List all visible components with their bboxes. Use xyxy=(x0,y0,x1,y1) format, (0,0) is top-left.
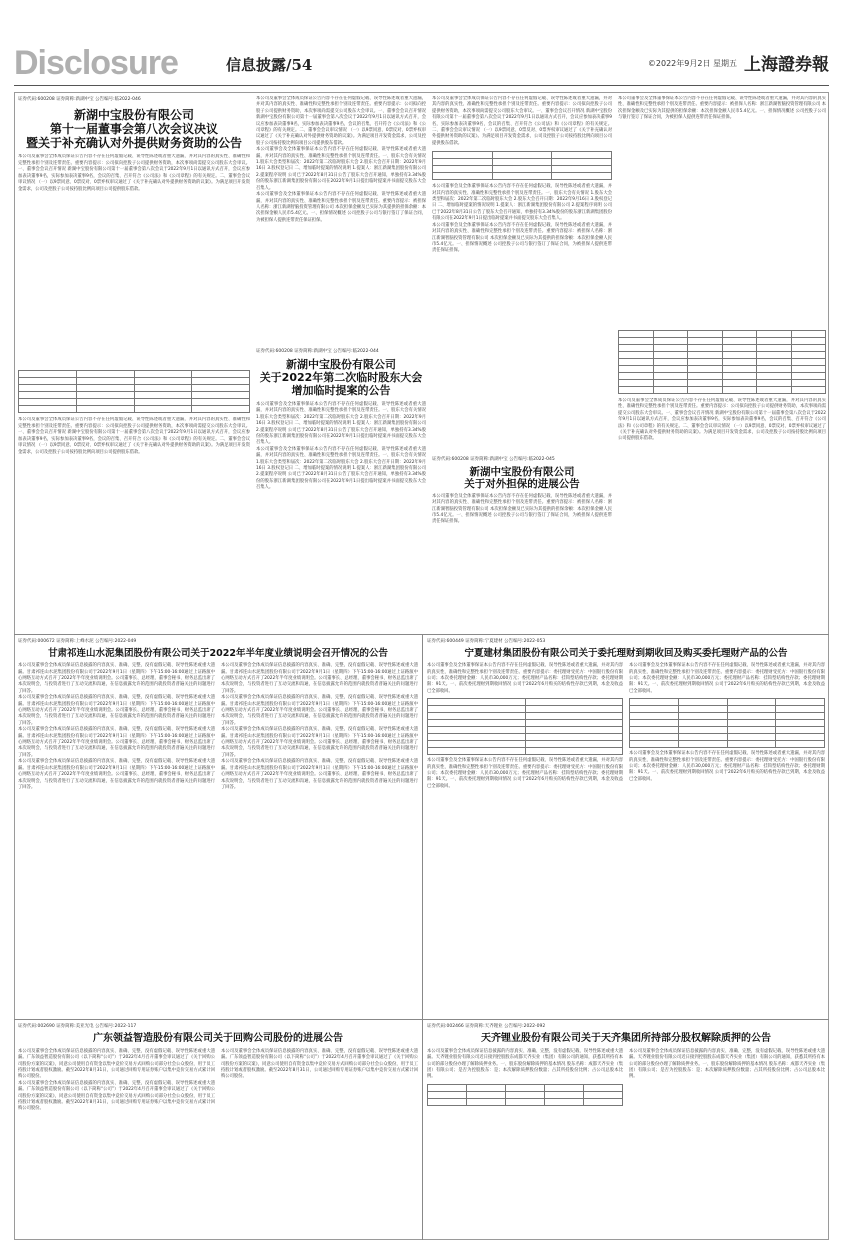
ann-body-col1b: 本公司及董事会全体成员保证信息披露的内容真实、准确、完整，没有虚假记载、误导性陈述或重大遗漏。广东领益智造股份有限公司（以下简称“公司”）于2022年4月召开董事会审议通过了《关于回购公司股份方案的议案》，同意公司使用自有资金以集中竞价交易方式回购公司部分社会公众股份，用于员工持股计划或者股权激励。截至2022年8月31日，公司通过回购专用证券账户以集中竞价交易方式累计回购公司股份。 xyxy=(18,1080,215,1112)
ann-body: 本公司及董事会全体成员保证公告内容不存在任何虚假记载、误导性陈述或者重大遗漏，并对其内容的真实性、准确性和完整性承担个别及连带责任。重要内容提示：公司拟向控股子公司提供财务资助，本次事项尚需提交公司股东大会审议。一、董事会会议召开情况 新湖中宝股份有限公司第十一届董事会第八次会议于2022年9月1日以通讯方式召开，会议应参加表决董事9名，实际参加表决董事9名，会议的召集、召开符合《公司法》和《公司章程》的有关规定。二、董事会会议审议情况 （一）以9票同意、0票反对、0票弃权审议通过了《关于补充确认对外提供财务资助的议案》。为满足项目开发资金需求，公司及控股子公司按持股比例向项目公司提供股东借款。 xyxy=(18,154,250,192)
ann-body-col2: 本公司董事会及全体董事保证本公告内容不存在任何虚假记载、误导性陈述或者重大遗漏，并对其内容的真实性、准确性和完整性承担个别及连带责任。重要内容提示：委托理财受托方：中国银行股份有限公司；本次委托理财金额：人民币30,000万元；委托理财产品名称：挂钩型结构性存款；委托理财期限：91天。一、前次委托理财到期收回情况 公司于2022年6月购买的结构性存款已到期，本金及收益已全部收回。 xyxy=(629,663,825,694)
ann-body-col2b: 本公司董事会及全体董事保证本公告内容不存在任何虚假记载、误导性陈述或者重大遗漏，并对其内容的真实性、准确性和完整性承担个别及连带责任。重要内容提示：委托理财受托方：中国银行股份有限公司；本次委托理财金额：人民币30,000万元；委托理财产品名称：挂钩型结构性存款；委托理财期限：91天。一、前次委托理财到期收回情况 公司于2022年6月购买的结构性存款已到期，本金及收益已全部收回。 xyxy=(629,751,825,782)
ann-body-cont: 本公司董事会及全体董事保证本公告内容不存在任何虚假记载、误导性陈述或者重大遗漏，并对其内容的真实性、准确性和完整性承担个别及连带责任。一、股东大会有关情况 1.股东大会类型和届次：2022年第二次临时股东大会 2.股东大会召开日期：2022年9月16日 3.股权登记日 二、增加临时提案的情况说明 1.提案人：浙江新湖集团股份有限公司 2.提案程序说明 公司已于2022年8月31日公告了股东大会召开通知，单独持有3.34%股份的股东浙江新湖集团股份有限公司在2022年9月1日提出临时提案并书面提交股东大会召集人。 xyxy=(256,446,426,491)
announcement-temporary-proposal xyxy=(256,348,426,631)
ann-title-line3: 暨关于补充确认对外提供财务资助的公告 xyxy=(25,136,242,151)
history-table xyxy=(629,698,825,748)
ann-title-line1: 新湖中宝股份有限公司 xyxy=(286,358,396,371)
newspaper-name: 上海證券報 xyxy=(744,55,829,75)
ann-body-col1: 本公司及董事会全体成员保证信息披露的内容真实、准确、完整，没有虚假记载、误导性陈述或重大遗漏。广东领益智造股份有限公司（以下简称“公司”）于2022年4月召开董事会审议通过了《关于回购公司股份方案的议案》，同意公司使用自有资金以集中竞价交易方式回购公司部分社会公众股份，用于员工持股计划或者股权激励。截至2022年8月31日，公司通过回购专用证券账户以集中竞价交易方式累计回购公司股份。 xyxy=(18,1048,215,1080)
header-rule xyxy=(14,85,829,86)
ann-title-line1: 新湖中宝股份有限公司 xyxy=(469,466,575,478)
ann-title: 甘肃祁连山水泥集团股份有限公司关于2022年半年度业绩说明会召开情况的公告 xyxy=(48,648,388,659)
continuation-text-3: 本公司董事会及全体董事保证本公告内容不存在任何虚假记载、误导性陈述或者重大遗漏，并对其内容的真实性、准确性和完整性承担个别及连带责任。重要内容提示：被担保人名称：浙江新湖智脑投资管理有限公司 本次担保金额及已实际为其提供的担保余额：本次担保金额人民币5.4亿元。一、担保情况概述 公司控股子公司与银行签订了保证合同，为被担保人提供连带责任保证担保。 xyxy=(256,192,426,223)
ann-body-col1c: 本公司及董事会全体成员保证信息披露的内容真实、准确、完整，没有虚假记载、误导性陈述或重大遗漏。甘肃祁连山水泥集团股份有限公司于2022年9月1日（星期四）下午15:00-16:00通过上证路演中心网络互动方式召开了2022年半年度业绩说明会。公司董事长、总经理、董事会秘书、财务总监出席了本次说明会，与投资者进行了互动交流和沟通，在信息披露允许的范围内就投资者普遍关注的问题进行了回答。 xyxy=(18,727,215,758)
ann-body-col1d: 本公司及董事会全体成员保证信息披露的内容真实、准确、完整，没有虚假记载、误导性陈述或重大遗漏。甘肃祁连山水泥集团股份有限公司于2022年9月1日（星期四）下午15:00-16:00通过上证路演中心网络互动方式召开了2022年半年度业绩说明会。公司董事长、总经理、董事会秘书、财务总监出席了本次说明会，与投资者进行了互动交流和沟通，在信息披露允许的范围内就投资者普遍关注的问题进行了回答。 xyxy=(18,759,215,790)
ann-body-col1: 本公司及董事会全体成员保证信息披露的内容真实、准确、完整，没有虚假记载、误导性陈述或重大遗漏。甘肃祁连山水泥集团股份有限公司于2022年9月1日（星期四）下午15:00-16:00通过上证路演中心网络互动方式召开了2022年半年度业绩说明会。公司董事长、总经理、董事会秘书、财务总监出席了本次说明会，与投资者进行了互动交流和沟通，在信息披露允许的范围内就投资者普遍关注的问题进行了回答。 xyxy=(18,663,215,694)
ann-body: 本公司董事会及全体董事保证本公告内容不存在任何虚假记载、误导性陈述或者重大遗漏，并对其内容的真实性、准确性和完整性承担个别及连带责任。重要内容提示：被担保人名称：浙江新湖智脑投资管理有限公司 本次担保金额及已实际为其提供的担保余额：本次担保金额人民币5.4亿元。一、担保情况概述 公司控股子公司与银行签订了保证合同，为被担保人提供连带责任保证担保。 xyxy=(432,493,612,525)
ann-body-col2c: 本公司及董事会全体成员保证信息披露的内容真实、准确、完整，没有虚假记载、误导性陈述或重大遗漏。甘肃祁连山水泥集团股份有限公司于2022年9月1日（星期四）下午15:00-16:00通过上证路演中心网络互动方式召开了2022年半年度业绩说明会。公司董事长、总经理、董事会秘书、财务总监出席了本次说明会，与投资者进行了互动交流和沟通，在信息披露允许的范围内就投资者普遍关注的问题进行了回答。 xyxy=(221,727,418,758)
ann-code-line: 证券代码:000672 证券简称:上峰水泥 公告编号:2022-049 xyxy=(18,639,137,644)
disclosure-logo: Disclosure xyxy=(14,44,178,82)
announcement-ningxia-wealth-management xyxy=(427,638,825,1016)
ann-code-line: 证券代码:600208 证券简称:新湖中宝 公告编号:临2022-044 xyxy=(256,349,379,354)
masthead xyxy=(14,44,829,84)
financial-table xyxy=(618,330,826,394)
continuation-text: 本公司及董事会全体成员保证公告内容不存在任何虚假记载、误导性陈述或者重大遗漏，并对其内容的真实性、准确性和完整性承担个别及连带责任。重要内容提示：公司拟向控股子公司提供财务资助，本次事项尚需提交公司股东大会审议。一、董事会会议召开情况 新湖中宝股份有限公司第十一届董事会第八次会议于2022年9月1日以通讯方式召开，会议应参加表决董事9名，实际参加表决董事9名，会议的召集、召开符合《公司法》和《公司章程》的有关规定。二、董事会会议审议情况 （一）以9票同意、0票反对、0票弃权审议通过了《关于补充确认对外提供财务资助的议案》。为满足项目开发资金需求，公司及控股子公司按持股比例向项目公司提供股东借款。 xyxy=(256,96,426,146)
col-divider xyxy=(422,634,423,1240)
announcement-guarantee-progress xyxy=(432,456,612,631)
ann-title-line2: 关于2022年第二次临时股东大会 xyxy=(259,370,423,384)
ann-body-col2: 本公司及董事会全体成员保证信息披露的内容真实、准确、完整，没有虚假记载、误导性陈述或重大遗漏。天齐锂业股份有限公司近日接到控股股东成都天齐实业（集团）有限公司的通知，获悉其所持有本公司的部分股份办理了解除质押业务。一、股东股份解除质押的基本情况 股东名称：成都天齐实业（集团）有限公司；是否为控股股东：是；本次解除质押股份数量；占其所持股份比例；占公司总股本比例。 xyxy=(629,1048,825,1080)
announcement-lingyi-buyback xyxy=(18,1023,418,1237)
announcement-continuation-col4 xyxy=(618,96,826,631)
ann-body-col2b: 本公司及董事会全体成员保证信息披露的内容真实、准确、完整，没有虚假记载、误导性陈述或重大遗漏。甘肃祁连山水泥集团股份有限公司于2022年9月1日（星期四）下午15:00-16:00通过上证路演中心网络互动方式召开了2022年半年度业绩说明会。公司董事长、总经理、董事会秘书、财务总监出席了本次说明会，与投资者进行了互动交流和沟通，在信息披露允许的范围内就投资者普遍关注的问题进行了回答。 xyxy=(221,695,418,726)
announcement-board-resolution xyxy=(18,96,250,631)
continuation-text-2: 本公司董事会及全体董事保证本公告内容不存在任何虚假记载、误导性陈述或者重大遗漏，并对其内容的真实性、准确性和完整性承担个别及连带责任。一、股东大会有关情况 1.股东大会类型和届次：2022年第二次临时股东大会 2.股东大会召开日期：2022年9月16日 3.股权登记日 二、增加临时提案的情况说明 1.提案人：浙江新湖集团股份有限公司 2.提案程序说明 公司已于2022年8月31日公告了股东大会召开通知，单独持有3.34%股份的股东浙江新湖集团股份有限公司在2022年9月1日提出临时提案并书面提交股东大会召集人。 xyxy=(432,184,612,222)
issue-date: ©2022年9月2日 星期五 xyxy=(647,59,737,68)
ann-title: 宁夏建材集团股份有限公司关于委托理财到期收回及购买委托理财产品的公告 xyxy=(464,648,788,659)
ann-title: 广东领益智造股份有限公司关于回购公司股份的进展公告 xyxy=(93,1033,343,1044)
continuation-text: 本公司及董事会全体成员保证公告内容不存在任何虚假记载、误导性陈述或者重大遗漏，并对其内容的真实性、准确性和完整性承担个别及连带责任。重要内容提示：公司拟向控股子公司提供财务资助，本次事项尚需提交公司股东大会审议。一、董事会会议召开情况 新湖中宝股份有限公司第十一届董事会第八次会议于2022年9月1日以通讯方式召开，会议应参加表决董事9名，实际参加表决董事9名，会议的召集、召开符合《公司法》和《公司章程》的有关规定。二、董事会会议审议情况 （一）以9票同意、0票反对、0票弃权审议通过了《关于补充确认对外提供财务资助的议案》。为满足项目开发资金需求，公司及控股子公司按持股比例向项目公司提供股东借款。 xyxy=(432,96,612,146)
ann-code-line: 证券代码:600208 证券简称:新湖中宝 公告编号:临2022-046 xyxy=(18,97,141,102)
ann-code-line: 证券代码:600208 证券简称:新湖中宝 公告编号:临2022-045 xyxy=(432,457,555,462)
ann-body-col2: 本公司及董事会全体成员保证信息披露的内容真实、准确、完整，没有虚假记载、误导性陈述或重大遗漏。甘肃祁连山水泥集团股份有限公司于2022年9月1日（星期四）下午15:00-16:00通过上证路演中心网络互动方式召开了2022年半年度业绩说明会。公司董事长、总经理、董事会秘书、财务总监出席了本次说明会，与投资者进行了互动交流和沟通，在信息披露允许的范围内就投资者普遍关注的问题进行了回答。 xyxy=(221,663,418,694)
ann-title: 天齐锂业股份有限公司关于天齐集团所持部分股权解除质押的公告 xyxy=(481,1033,771,1044)
announcement-continuation-col2 xyxy=(256,96,426,336)
ann-title-line2: 关于对外担保的进展公告 xyxy=(464,478,580,491)
ann-table xyxy=(18,370,250,413)
ann-body-col1b: 本公司董事会及全体董事保证本公告内容不存在任何虚假记载、误导性陈述或者重大遗漏，并对其内容的真实性、准确性和完整性承担个别及连带责任。重要内容提示：委托理财受托方：中国银行股份有限公司；本次委托理财金额：人民币30,000万元；委托理财产品名称：挂钩型结构性存款；委托理财期限：91天。一、前次委托理财到期收回情况 公司于2022年6月购买的结构性存款已到期，本金及收益已全部收回。 xyxy=(427,758,623,789)
announcement-continuation-col3 xyxy=(432,96,612,451)
ann-code-line: 证券代码:002690 证券简称:美亚光电 公告编号:2022-117 xyxy=(18,1024,137,1029)
continuation-text-2: 本公司及董事会全体成员保证公告内容不存在任何虚假记载、误导性陈述或者重大遗漏，并对其内容的真实性、准确性和完整性承担个别及连带责任。重要内容提示：公司拟向控股子公司提供财务资助，本次事项尚需提交公司股东大会审议。一、董事会会议召开情况 新湖中宝股份有限公司第十一届董事会第八次会议于2022年9月1日以通讯方式召开，会议应参加表决董事9名，实际参加表决董事9名，会议的召集、召开符合《公司法》和《公司章程》的有关规定。二、董事会会议审议情况 （一）以9票同意、0票反对、0票弃权审议通过了《关于补充确认对外提供财务资助的议案》。为满足项目开发资金需求，公司及控股子公司按持股比例向项目公司提供股东借款。 xyxy=(618,398,826,442)
announcement-qilianshan-earnings-call xyxy=(18,638,418,1016)
pledge-table xyxy=(427,1084,623,1106)
ann-title-line1: 新湖中宝股份有限公司 xyxy=(73,108,194,122)
ann-code-line: 证券代码:600449 证券简称:宁夏建材 公告编号:2022-053 xyxy=(427,639,546,644)
section-title: 信息披露/54 xyxy=(226,56,313,74)
ann-code-line: 证券代码:002466 证券简称:天齐锂业 公告编号:2022-092 xyxy=(427,1024,546,1029)
ann-title-line3: 增加临时提案的公告 xyxy=(291,383,391,397)
ann-title-line2: 第十一届董事会第八次会议决议 xyxy=(49,122,218,137)
ann-body-col2: 本公司及董事会全体成员保证信息披露的内容真实、准确、完整，没有虚假记载、误导性陈述或重大遗漏。广东领益智造股份有限公司（以下简称“公司”）于2022年4月召开董事会审议通过了《关于回购公司股份方案的议案》，同意公司使用自有资金以集中竞价交易方式回购公司部分社会公众股份，用于员工持股计划或者股权激励。截至2022年8月31日，公司通过回购专用证券账户以集中竞价交易方式累计回购公司股份。 xyxy=(221,1048,418,1080)
continuation-text: 本公司董事会及全体董事保证本公告内容不存在任何虚假记载、误导性陈述或者重大遗漏，并对其内容的真实性、准确性和完整性承担个别及连带责任。重要内容提示：被担保人名称：浙江新湖智脑投资管理有限公司 本次担保金额及已实际为其提供的担保余额：本次担保金额人民币5.4亿元。一、担保情况概述 公司控股子公司与银行签订了保证合同，为被担保人提供连带责任保证担保。 xyxy=(618,96,826,121)
product-table xyxy=(427,698,623,755)
ann-body-col2d: 本公司及董事会全体成员保证信息披露的内容真实、准确、完整，没有虚假记载、误导性陈述或重大遗漏。甘肃祁连山水泥集团股份有限公司于2022年9月1日（星期四）下午15:00-16:00通过上证路演中心网络互动方式召开了2022年半年度业绩说明会。公司董事长、总经理、董事会秘书、财务总监出席了本次说明会，与投资者进行了互动交流和沟通，在信息披露允许的范围内就投资者普遍关注的问题进行了回答。 xyxy=(221,759,418,790)
continuation-text-2: 本公司董事会及全体董事保证本公告内容不存在任何虚假记载、误导性陈述或者重大遗漏，并对其内容的真实性、准确性和完整性承担个别及连带责任。一、股东大会有关情况 1.股东大会类型和届次：2022年第二次临时股东大会 2.股东大会召开日期：2022年9月16日 3.股权登记日 二、增加临时提案的情况说明 1.提案人：浙江新湖集团股份有限公司 2.提案程序说明 公司已于2022年8月31日公告了股东大会召开通知，单独持有3.34%股份的股东浙江新湖集团股份有限公司在2022年9月1日提出临时提案并书面提交股东大会召集人。 xyxy=(256,147,426,191)
ann-body-col1: 本公司及董事会全体成员保证信息披露的内容真实、准确、完整，没有虚假记载、误导性陈述或重大遗漏。天齐锂业股份有限公司近日接到控股股东成都天齐实业（集团）有限公司的通知，获悉其所持有本公司的部分股份办理了解除质押业务。一、股东股份解除质押的基本情况 股东名称：成都天齐实业（集团）有限公司；是否为控股股东：是；本次解除质押股份数量；占其所持股份比例；占公司总股本比例。 xyxy=(427,1048,623,1080)
continuation-text-3: 本公司董事会及全体董事保证本公告内容不存在任何虚假记载、误导性陈述或者重大遗漏，并对其内容的真实性、准确性和完整性承担个别及连带责任。重要内容提示：被担保人名称：浙江新湖智脑投资管理有限公司 本次担保金额及已实际为其提供的担保余额：本次担保金额人民币5.4亿元。一、担保情况概述 公司控股子公司与银行签订了保证合同，为被担保人提供连带责任保证担保。 xyxy=(432,222,612,254)
announcement-tianqi-pledge-release xyxy=(427,1023,825,1237)
ann-body-col1b: 本公司及董事会全体成员保证信息披露的内容真实、准确、完整，没有虚假记载、误导性陈述或重大遗漏。甘肃祁连山水泥集团股份有限公司于2022年9月1日（星期四）下午15:00-16:00通过上证路演中心网络互动方式召开了2022年半年度业绩说明会。公司董事长、总经理、董事会秘书、财务总监出席了本次说明会，与投资者进行了互动交流和沟通，在信息披露允许的范围内就投资者普遍关注的问题进行了回答。 xyxy=(18,695,215,726)
ann-body-col1: 本公司董事会及全体董事保证本公告内容不存在任何虚假记载、误导性陈述或者重大遗漏，并对其内容的真实性、准确性和完整性承担个别及连带责任。重要内容提示：委托理财受托方：中国银行股份有限公司；本次委托理财金额：人民币30,000万元；委托理财产品名称：挂钩型结构性存款；委托理财期限：91天。一、前次委托理财到期收回情况 公司于2022年6月购买的结构性存款已到期，本金及收益已全部收回。 xyxy=(427,663,623,694)
guarantee-table xyxy=(432,151,612,180)
ann-body: 本公司董事会及全体董事保证本公告内容不存在任何虚假记载、误导性陈述或者重大遗漏，并对其内容的真实性、准确性和完整性承担个别及连带责任。一、股东大会有关情况 1.股东大会类型和届次：2022年第二次临时股东大会 2.股东大会召开日期：2022年9月16日 3.股权登记日 二、增加临时提案的情况说明 1.提案人：浙江新湖集团股份有限公司 2.提案程序说明 公司已于2022年8月31日公告了股东大会召开通知，单独持有3.34%股份的股东浙江新湖集团股份有限公司在2022年9月1日提出临时提案并书面提交股东大会召集人。 xyxy=(256,401,426,446)
ann-body-cont: 本公司及董事会全体成员保证公告内容不存在任何虚假记载、误导性陈述或者重大遗漏，并对其内容的真实性、准确性和完整性承担个别及连带责任。重要内容提示：公司拟向控股子公司提供财务资助，本次事项尚需提交公司股东大会审议。一、董事会会议召开情况 新湖中宝股份有限公司第十一届董事会第八次会议于2022年9月1日以通讯方式召开，会议应参加表决董事9名，实际参加表决董事9名，会议的召集、召开符合《公司法》和《公司章程》的有关规定。二、董事会会议审议情况 （一）以9票同意、0票反对、0票弃权审议通过了《关于补充确认对外提供财务资助的议案》。为满足项目开发资金需求，公司及控股子公司按持股比例向项目公司提供股东借款。 xyxy=(18,417,250,455)
